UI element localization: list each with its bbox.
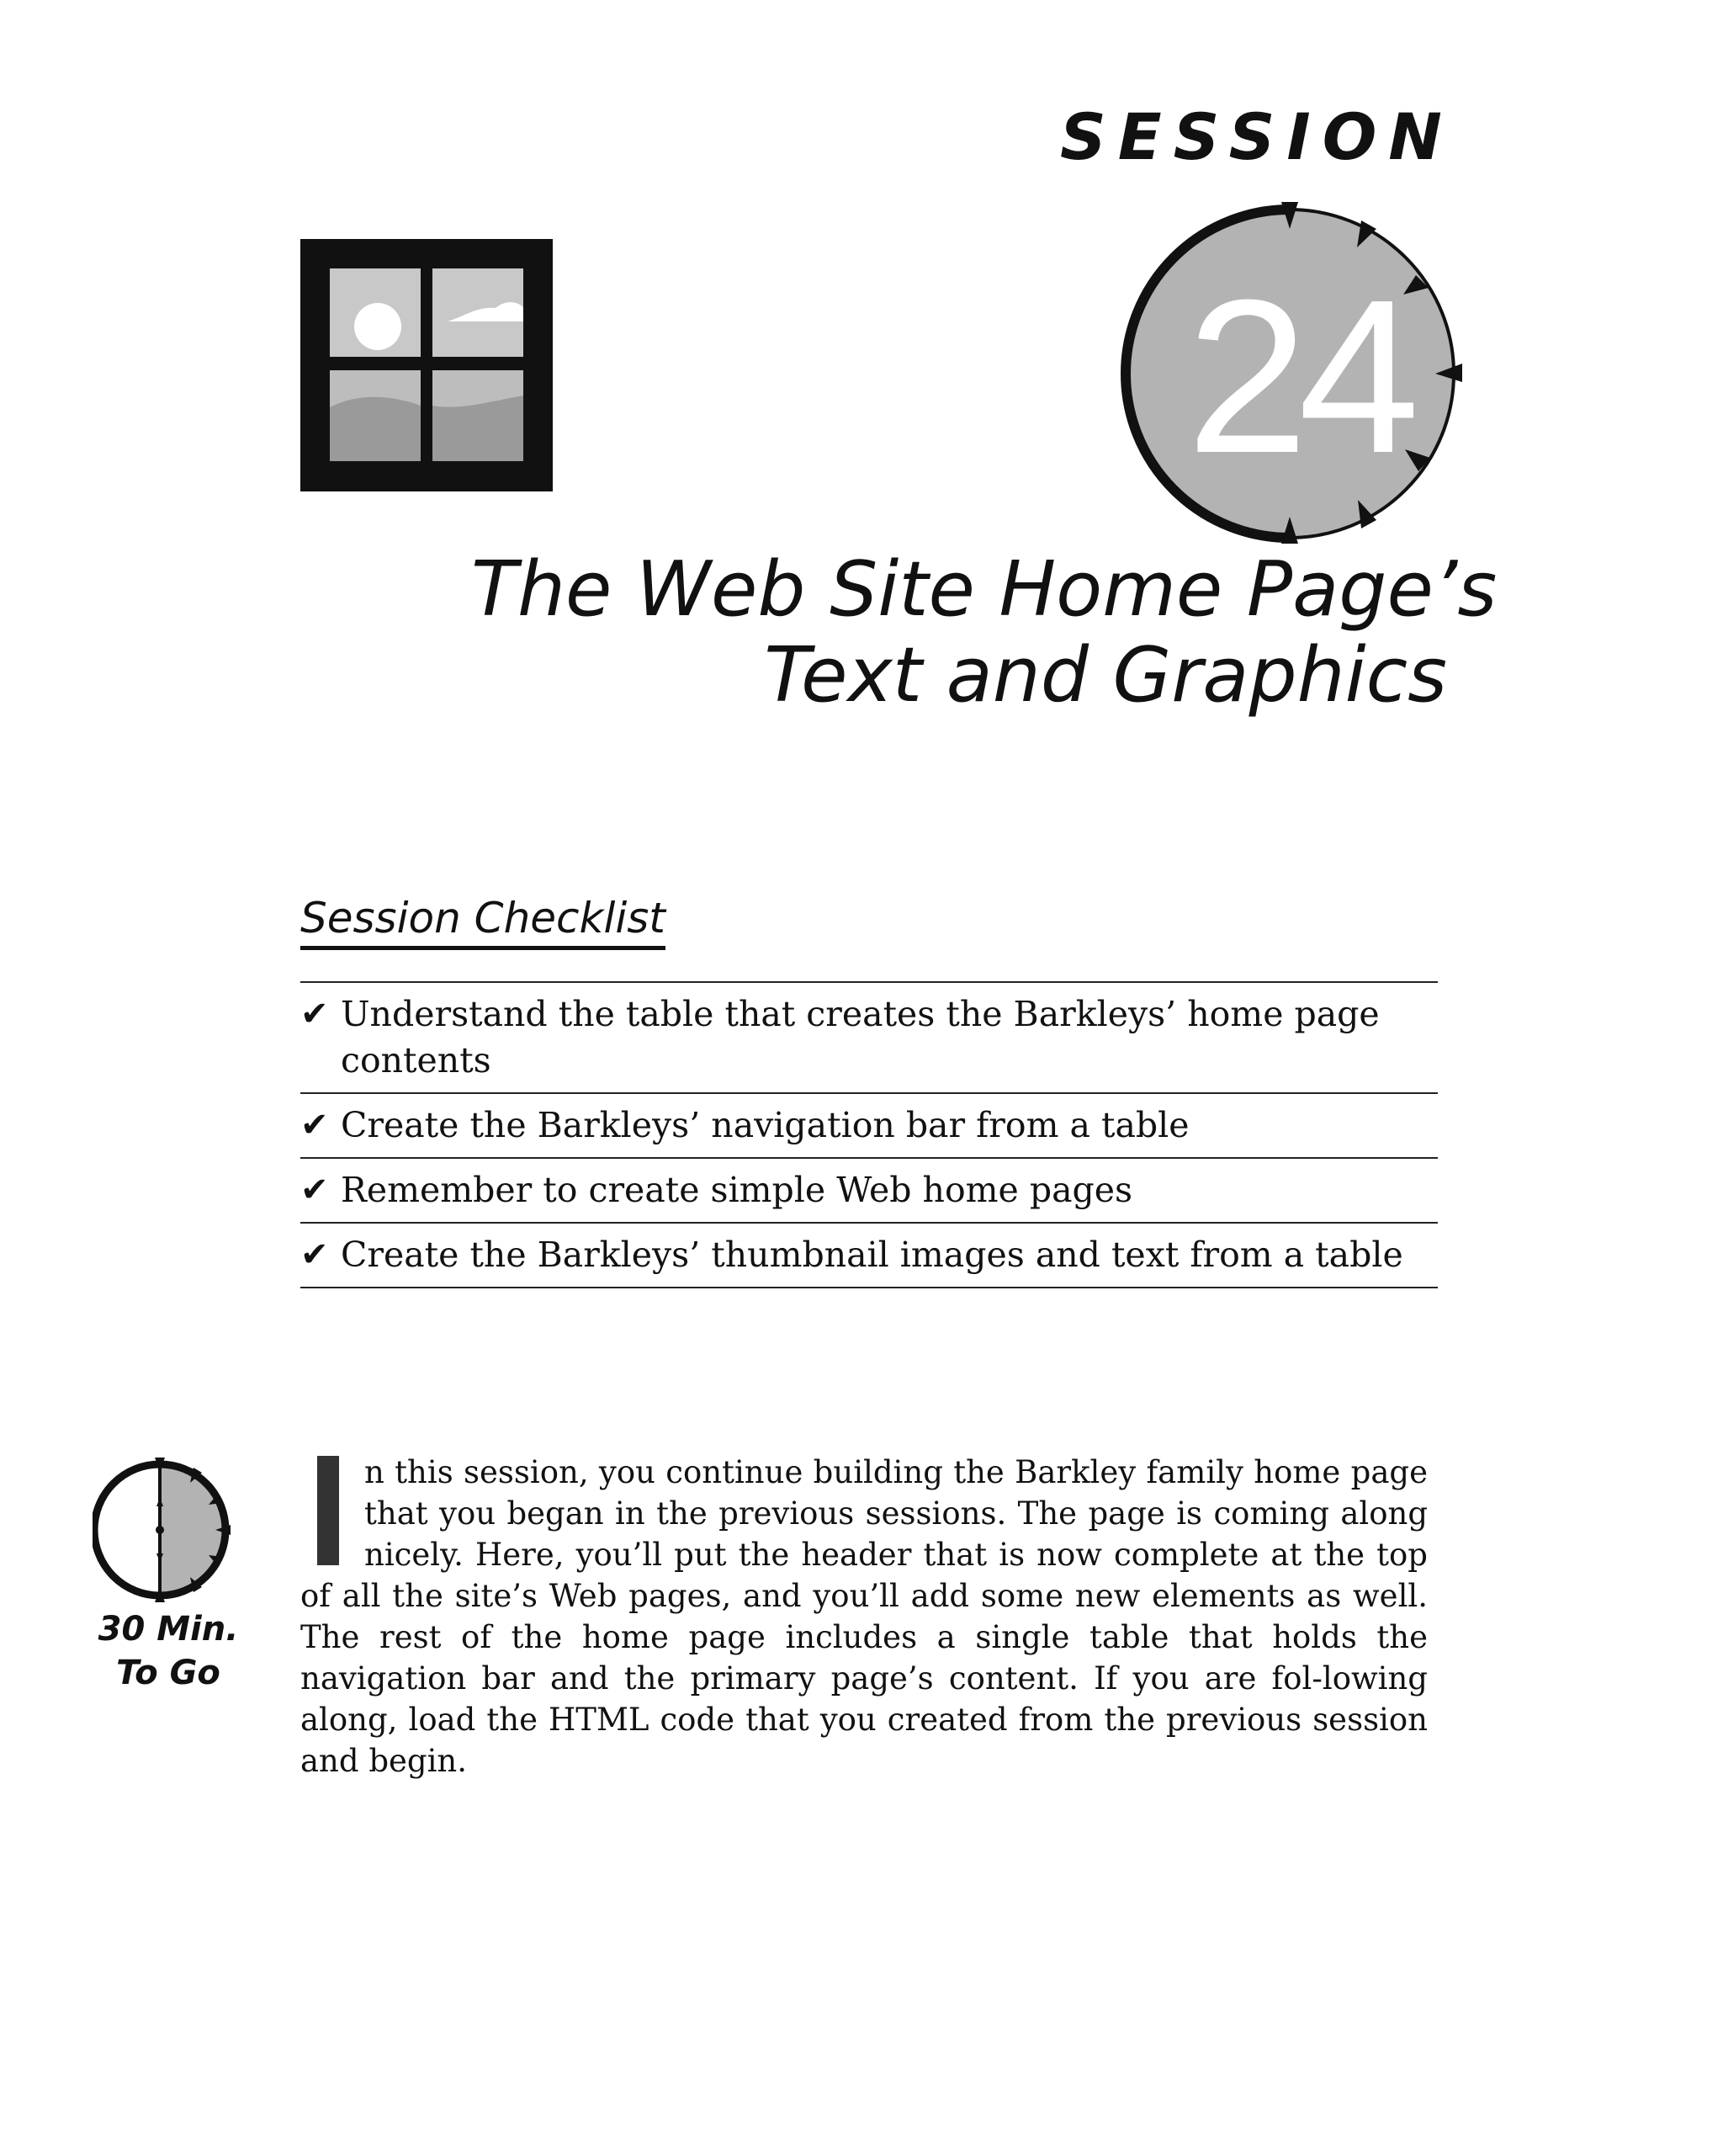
list-item: ✔ Remember to create simple Web home pages	[300, 1159, 1438, 1224]
checklist-title: Session Checklist	[300, 890, 665, 950]
timer-caption	[76, 1607, 261, 1695]
timer-icon	[93, 1454, 244, 1606]
list-item: ✔ Create the Barkleys’ thumbnail images and text from a table	[300, 1224, 1438, 1288]
timer-line-2: To Go	[116, 1654, 220, 1692]
page-title	[471, 545, 1498, 720]
drop-cap	[317, 1456, 339, 1565]
list-item: ✔ Understand the table that creates the Barkleys’ home page contents	[300, 983, 1438, 1094]
timer-line-1: 30 Min.	[98, 1610, 239, 1649]
session-checklist	[300, 981, 1438, 1288]
title-line-2: Text and Graphics	[764, 631, 1447, 720]
paragraph-text: n this session, you continue building the Barkley family home page that you began in the previous sessions. The page is coming along nicely. Here, you’ll put the header that is now complete at the top of all the site’s Web pages, and you’ll add some new elements as well. The rest of the home page includes a single table that holds the navigation bar and the primary page’s content. If you are fol-lowing along, load the HTML code that you created from the previous session and begin.	[300, 1454, 1428, 1779]
list-item: ✔ Create the Barkleys’ navigation bar from a table	[300, 1094, 1438, 1159]
title-line-1: The Web Site Home Page’s	[471, 545, 1498, 634]
window-icon	[300, 239, 553, 491]
checkmark-icon: ✔	[300, 1235, 329, 1274]
session-number: 24	[1186, 255, 1410, 499]
checkmark-icon: ✔	[300, 1106, 329, 1144]
clock-icon	[1109, 195, 1479, 549]
checkmark-icon: ✔	[300, 1171, 329, 1209]
body-paragraph	[300, 1452, 1428, 1782]
session-label: SESSION	[1060, 99, 1454, 174]
checkmark-icon: ✔	[300, 995, 329, 1033]
